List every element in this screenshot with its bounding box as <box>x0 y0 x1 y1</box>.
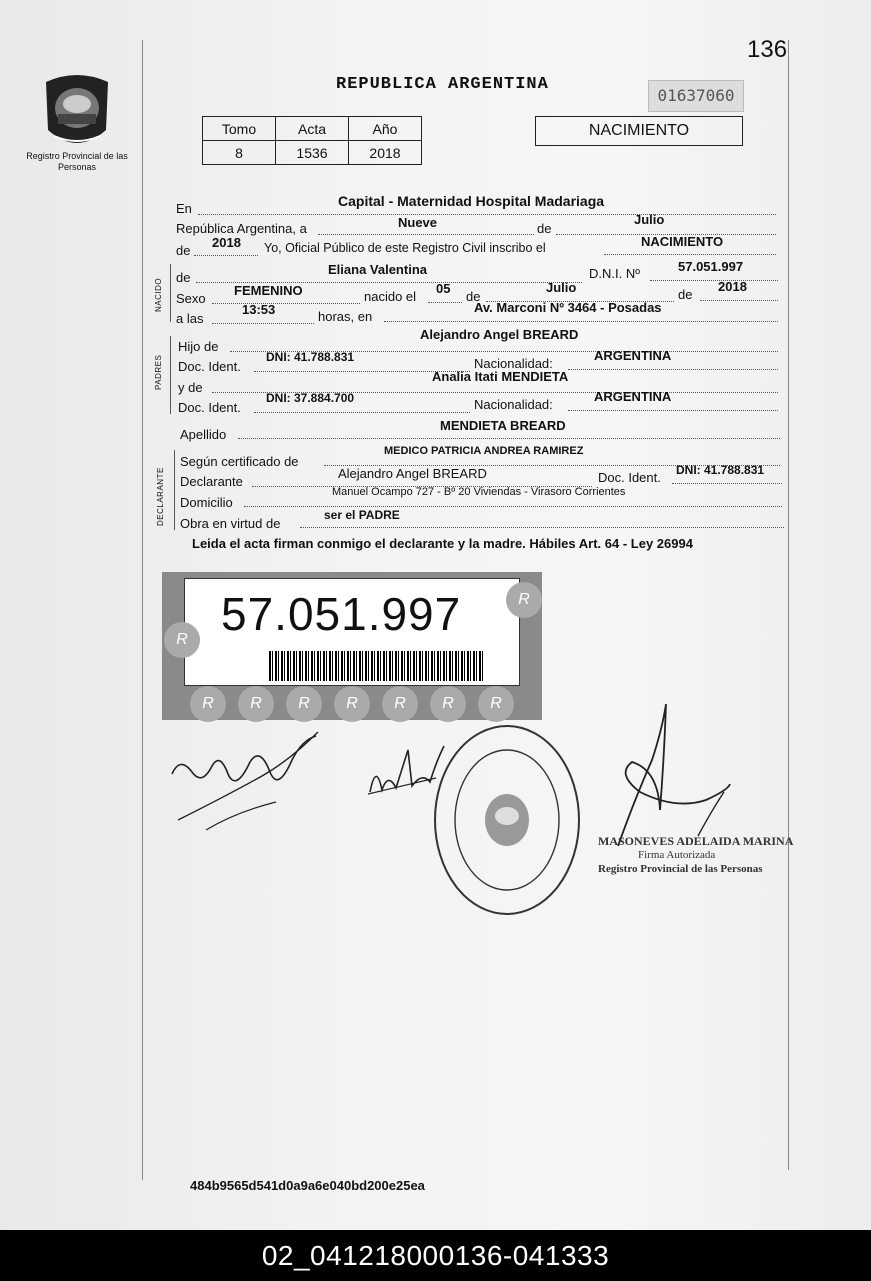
record-table <box>202 116 422 165</box>
official-seal-icon <box>432 722 582 918</box>
child-dni: 57.051.997 <box>678 259 744 274</box>
sticker-label <box>184 578 520 686</box>
sticker-number: 57.051.997 <box>221 588 462 640</box>
barcode <box>269 651 485 681</box>
security-tile: R <box>430 686 466 722</box>
apellido-label: Apellido <box>180 427 227 442</box>
birth-month: Julio <box>546 280 577 295</box>
obra-label: Obra en virtud de <box>180 516 281 531</box>
declarant-doc: DNI: 41.788.831 <box>676 463 765 477</box>
day-value: Nueve <box>398 215 438 230</box>
birth-place: Av. Marconi Nº 3464 - Posadas <box>474 300 662 315</box>
page-number: 136 <box>747 36 788 63</box>
section-divider <box>170 336 171 414</box>
official-office: Registro Provincial de las Personas <box>598 863 763 875</box>
dotted-line <box>556 220 776 235</box>
tomo-value: 8 <box>203 141 276 165</box>
month-value: Julio <box>634 212 665 227</box>
section-divider <box>174 450 175 530</box>
doc3-label: Doc. Ident. <box>598 470 661 485</box>
en-label: En <box>176 201 192 216</box>
padres-side-label: PADRES <box>154 354 163 390</box>
official-role: Firma Autorizada <box>638 849 716 861</box>
closing-statement: Leida el acta firman conmigo el declarante y la madre. Hábiles Art. 64 - Ley 26994 <box>192 536 693 551</box>
mother-name: Analia Itati MENDIETA <box>432 369 569 384</box>
security-tile: R <box>506 582 542 618</box>
father-doc: DNI: 41.788.831 <box>266 350 355 364</box>
birth-day: 05 <box>436 281 451 296</box>
declarante-label: Declarante <box>180 474 243 489</box>
event-value: NACIMIENTO <box>641 234 724 249</box>
doc1-label: Doc. Ident. <box>178 359 241 374</box>
yde-label: y de <box>178 380 203 395</box>
father-name: Alejandro Angel BREARD <box>420 327 579 342</box>
official-name: MASONEVES ADELAIDA MARINA <box>598 834 794 848</box>
document-hash: 484b9565d541d0a9a6e040bd200e25ea <box>190 1178 425 1193</box>
de5-label: de <box>678 287 693 302</box>
nac1-label: Nacionalidad: <box>474 356 553 371</box>
security-tile: R <box>190 686 226 722</box>
serial-number: 01637060 <box>648 80 744 112</box>
security-tile: R <box>238 686 274 722</box>
footer-id: 02_041218000136-041333 <box>0 1230 871 1281</box>
alas-label: a las <box>176 311 204 326</box>
security-tile: R <box>164 622 200 658</box>
segun-label: Según certificado de <box>180 454 299 469</box>
domicilio-label: Domicilio <box>180 495 233 510</box>
left-margin-line <box>142 40 143 1180</box>
birth-time: 13:53 <box>242 302 276 317</box>
record-type: NACIMIENTO <box>535 116 743 146</box>
address-value: Manuel Ocampo 727 - Bº 20 Viviendas - Virasoro Corrientes <box>332 486 626 498</box>
de4-label: de <box>466 289 481 304</box>
document-title: REPUBLICA ARGENTINA <box>336 75 549 94</box>
doc2-label: Doc. Ident. <box>178 400 241 415</box>
declarant-name: Alejandro Angel BREARD <box>338 466 487 481</box>
nac2-label: Nacionalidad: <box>474 397 553 412</box>
sex-value: FEMENINO <box>234 283 303 298</box>
birth-year: 2018 <box>718 279 747 294</box>
de3-label: de <box>176 270 191 285</box>
official-signature-icon <box>612 700 736 850</box>
dni-sticker <box>162 572 542 720</box>
mother-nationality: ARGENTINA <box>594 389 672 404</box>
declarante-side-label: DECLARANTE <box>156 467 165 526</box>
section-divider <box>170 264 171 322</box>
declarant-signature-icon <box>166 726 326 838</box>
security-tile: R <box>478 686 514 722</box>
de2-label: de <box>176 243 191 258</box>
certificate-value: MEDICO PATRICIA ANDREA RAMIREZ <box>384 445 584 457</box>
father-nationality: ARGENTINA <box>594 348 672 363</box>
right-margin-line <box>788 40 789 1170</box>
nacido-side-label: NACIDO <box>154 277 163 312</box>
security-tile: R <box>334 686 370 722</box>
security-tile: R <box>286 686 322 722</box>
security-tile: R <box>382 686 418 722</box>
place-value: Capital - Maternidad Hospital Madariaga <box>338 193 605 209</box>
reason-value: ser el PADRE <box>324 508 400 522</box>
year-value: 2018 <box>212 235 241 250</box>
child-name: Eliana Valentina <box>328 262 427 277</box>
horas-label: horas, en <box>318 309 373 324</box>
official-signature-block <box>598 834 793 876</box>
acta-header: Acta <box>276 117 349 141</box>
province-crest-icon <box>40 70 114 150</box>
logo-caption: Registro Provincial de las Personas <box>26 151 128 172</box>
anio-header: Año <box>349 117 422 141</box>
republica-label: República Argentina, a <box>176 221 307 236</box>
sexo-label: Sexo <box>176 291 206 306</box>
de-label: de <box>537 221 552 236</box>
oficial-text: Yo, Oficial Público de este Registro Civil inscribo el <box>264 241 546 255</box>
acta-value: 1536 <box>276 141 349 165</box>
mother-doc: DNI: 37.884.700 <box>266 391 355 405</box>
anio-value: 2018 <box>349 141 422 165</box>
dni-label: D.N.I. Nº <box>589 266 640 281</box>
surname-value: MENDIETA BREARD <box>440 418 566 433</box>
tomo-header: Tomo <box>203 117 276 141</box>
nacido-label: nacido el <box>364 289 417 304</box>
hijo-label: Hijo de <box>178 339 219 354</box>
